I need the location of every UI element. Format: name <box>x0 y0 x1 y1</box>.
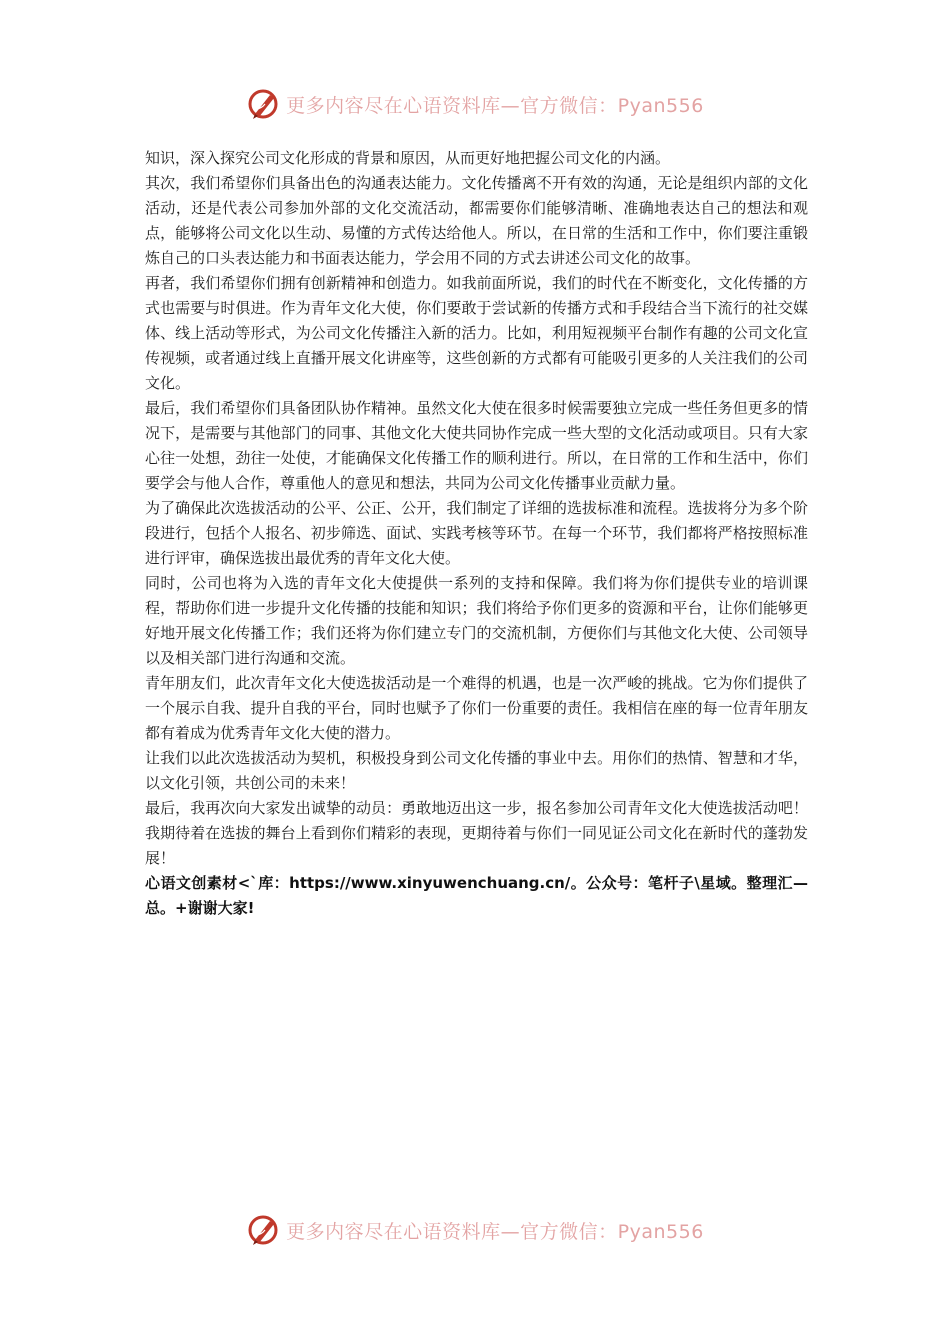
pen-logo-icon <box>246 87 280 121</box>
header-banner <box>0 84 950 124</box>
source-note: 心语文创素材<`库：https://www.xinyuwenchuang.cn/。公众号：笔杆子\星域。整理汇—总。+谢谢大家! <box>145 874 808 917</box>
pen-logo-icon <box>246 1213 280 1247</box>
paragraph: 知识，深入探究公司文化形成的背景和原因，从而更好地把握公司文化的内涵。 <box>145 149 671 167</box>
paragraph: 青年朋友们，此次青年文化大使选拔活动是一个难得的机遇，也是一次严峻的挑战。它为你们提供了一个展示自我、提升自我的平台，同时也赋予了你们一份重要的责任。我相信在座的每一位青年朋友都有着成为优秀青年文化大使的潜力。 <box>145 674 808 742</box>
footer-banner <box>0 1210 950 1250</box>
header-banner-text: 更多内容尽在心语资料库—官方微信：Pyan556 <box>286 94 704 117</box>
paragraph: 最后，我再次向大家发出诚挚的动员：勇敢地迈出这一步，报名参加公司青年文化大使选拔活动吧！我期待着在选拔的舞台上看到你们精彩的表现，更期待着与你们一同见证公司文化在新时代的蓬勃发展！ <box>145 799 808 867</box>
paragraph: 同时，公司也将为入选的青年文化大使提供一系列的支持和保障。我们将为你们提供专业的培训课程，帮助你们进一步提升文化传播的技能和知识；我们将给予你们更多的资源和平台，让你们能够更好地开展文化传播工作；我们还将为你们建立专门的交流机制，方便你们与其他文化大使、公司领导以及相关部门进行沟通和交流。 <box>145 574 808 667</box>
paragraph: 其次，我们希望你们具备出色的沟通表达能力。文化传播离不开有效的沟通，无论是组织内部的文化活动，还是代表公司参加外部的文化交流活动，都需要你们能够清晰、准确地表达自己的想法和观点，能够将公司文化以生动、易懂的方式传达给他人。所以，在日常的生活和工作中，你们要注重锻炼自己的口头表达能力和书面表达能力，学会用不同的方式去讲述公司文化的故事。 <box>145 174 808 267</box>
paragraph: 最后，我们希望你们具备团队协作精神。虽然文化大使在很多时候需要独立完成一些任务但更多的情况下，是需要与其他部门的同事、其他文化大使共同协作完成一些大型的文化活动或项目。只有大家心往一处想，劲往一处使，才能确保文化传播工作的顺利进行。所以，在日常的工作和生活中，你们要学会与他人合作，尊重他人的意见和想法，共同为公司文化传播事业贡献力量。 <box>145 399 808 492</box>
document-body <box>145 146 808 921</box>
paragraph: 再者，我们希望你们拥有创新精神和创造力。如我前面所说，我们的时代在不断变化，文化传播的方式也需要与时俱进。作为青年文化大使，你们要敢于尝试新的传播方式和手段结合当下流行的社交媒体、线上活动等形式，为公司文化传播注入新的活力。比如，利用短视频平台制作有趣的公司文化宣传视频，或者通过线上直播开展文化讲座等，这些创新的方式都有可能吸引更多的人关注我们的公司文化。 <box>145 274 808 392</box>
paragraph: 让我们以此次选拔活动为契机，积极投身到公司文化传播的事业中去。用你们的热情、智慧和才华，以文化引领，共创公司的未来！ <box>145 749 808 792</box>
footer-banner-text: 更多内容尽在心语资料库—官方微信：Pyan556 <box>286 1220 704 1243</box>
paragraph: 为了确保此次选拔活动的公平、公正、公开，我们制定了详细的选拔标准和流程。选拔将分为多个阶段进行，包括个人报名、初步筛选、面试、实践考核等环节。在每一个环节，我们都将严格按照标准进行评审，确保选拔出最优秀的青年文化大使。 <box>145 499 808 567</box>
